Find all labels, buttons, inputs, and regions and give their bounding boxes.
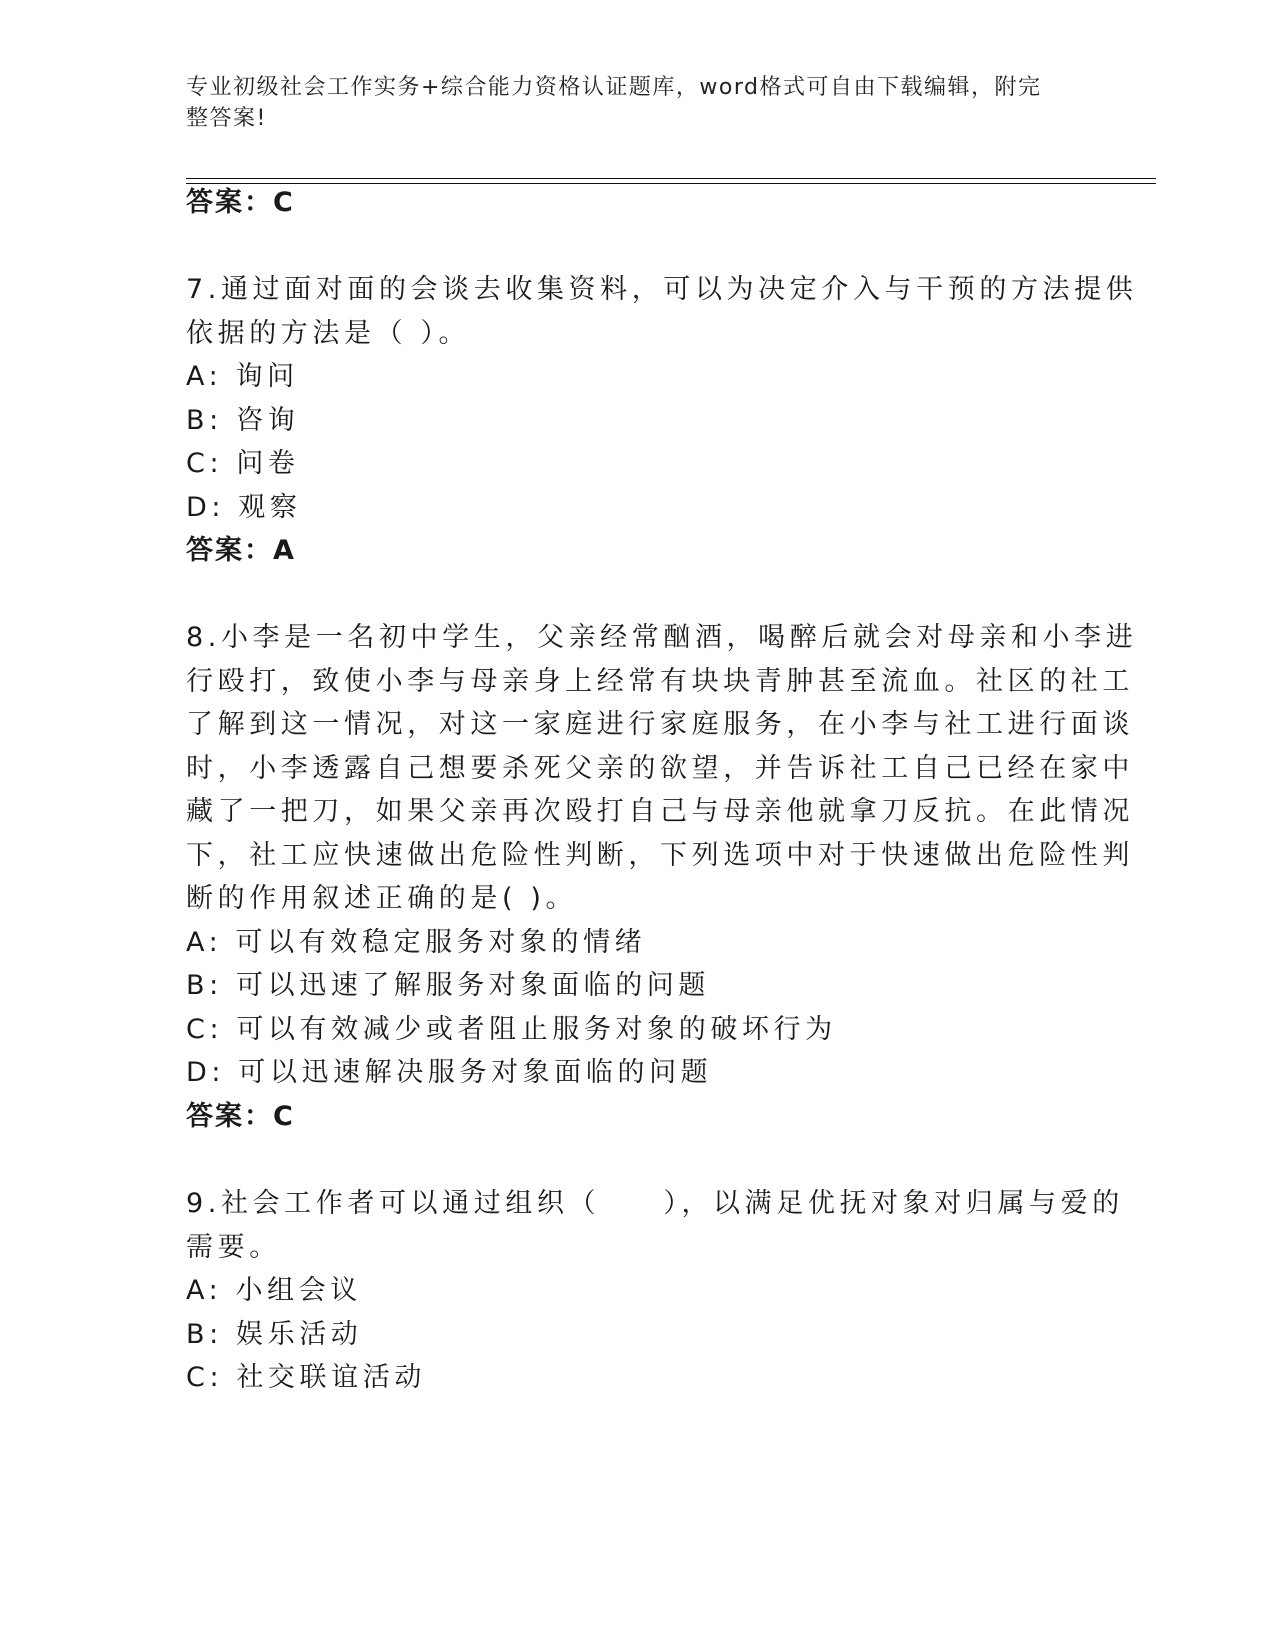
question-8-option-b: B: 可以迅速了解服务对象面临的问题 [186, 970, 711, 1001]
question-7-line-2: 依据的方法是（ ）。 [186, 318, 471, 349]
question-8-line-2: 行殴打，致使小李与母亲身上经常有块块青肿甚至流血。社区的社工 [186, 666, 1134, 697]
question-8-line-4: 时，小李透露自己想要杀死父亲的欲望，并告诉社工自己已经在家中 [186, 753, 1134, 784]
page-header [186, 72, 1086, 134]
question-9-line-1: 9.社会工作者可以通过组织（ ），以满足优抚对象对归属与爱的 [186, 1188, 1124, 1219]
question-8-line-1: 8.小李是一名初中学生，父亲经常酗酒，喝醉后就会对母亲和小李进 [186, 622, 1138, 653]
question-7-option-a: A: 询问 [186, 361, 299, 392]
header-rule-top [186, 178, 1156, 179]
header-rule-bottom [186, 183, 1156, 184]
question-7-line-1: 7.通过面对面的会谈去收集资料，可以为决定介入与干预的方法提供 [186, 274, 1138, 305]
question-8-line-6: 下，社工应快速做出危险性判断，下列选项中对于快速做出危险性判 [186, 840, 1134, 871]
question-9-option-c: C: 社交联谊活动 [186, 1362, 426, 1393]
question-9-line-2: 需要。 [186, 1232, 281, 1263]
question-8-answer: 答案：C [186, 1101, 295, 1132]
question-8-line-3: 了解到这一情况，对这一家庭进行家庭服务，在小李与社工进行面谈 [186, 709, 1134, 740]
question-7-answer: 答案：A [186, 535, 296, 566]
question-7-option-c: C: 问卷 [186, 448, 300, 479]
question-8-option-a: A: 可以有效稳定服务对象的情绪 [186, 927, 647, 958]
question-8-line-7: 断的作用叙述正确的是( )。 [186, 883, 578, 914]
document-page [186, 0, 1156, 1650]
question-7-option-d: D: 观察 [186, 492, 302, 523]
question-8-line-5: 藏了一把刀，如果父亲再次殴打自己与母亲他就拿刀反抗。在此情况 [186, 796, 1134, 827]
header-line-2: 整答案! [186, 106, 267, 131]
header-line-1: 专业初级社会工作实务+综合能力资格认证题库，word格式可自由下载编辑，附完 [186, 75, 1042, 100]
question-7-option-b: B: 咨询 [186, 405, 300, 436]
answer-line: 答案：C [186, 187, 295, 218]
question-8-option-d: D: 可以迅速解决服务对象面临的问题 [186, 1057, 713, 1088]
question-9-option-a: A: 小组会议 [186, 1275, 362, 1306]
question-9-option-b: B: 娱乐活动 [186, 1319, 363, 1350]
question-8-option-c: C: 可以有效减少或者阻止服务对象的破坏行为 [186, 1014, 837, 1045]
